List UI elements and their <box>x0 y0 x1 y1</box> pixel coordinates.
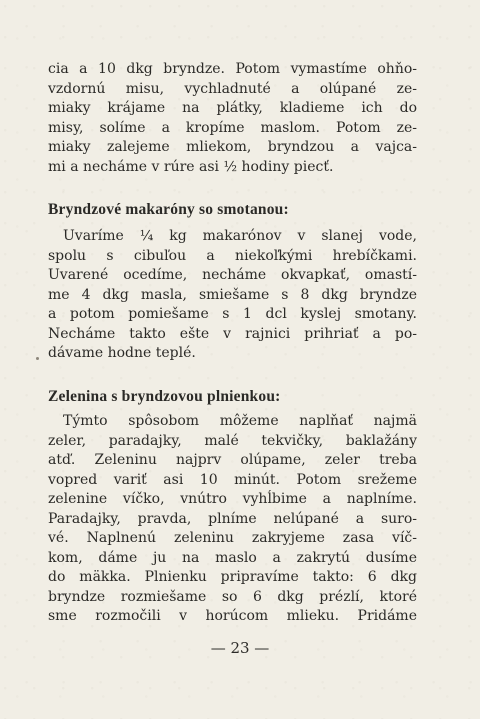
text-line: Necháme takto ešte v rajnici prihriať a po- <box>48 325 417 342</box>
recipe-heading-bryndza-macaroni: Bryndzové makaróny so smotanou: <box>48 201 289 218</box>
page-number: — 23 — <box>210 639 270 657</box>
paragraph-stuffed-vegetables <box>48 412 417 627</box>
text-line: a potom pomiešame s 1 dcl kyslej smotany. <box>48 306 417 322</box>
text-line: zelenine víčko, vnútro vyhĺbime a naplníme. <box>48 491 417 507</box>
text-line: misy, solíme a kropíme maslom. Potom ze- <box>48 119 417 136</box>
text-line: dávame hodne teplé. <box>48 345 196 361</box>
text-line: Uvaríme ¼ kg makarónov v slanej vode, <box>63 228 417 244</box>
paragraph-potato-casserole <box>48 60 417 177</box>
recipe-heading-stuffed-vegetables: Zelenina s bryndzovou plnienkou: <box>48 388 281 405</box>
text-line: mi a necháme v rúre asi ½ hodiny piecť. <box>48 158 334 175</box>
text-line: vopred variť asi 10 minút. Potom srežeme <box>48 471 417 488</box>
text-line: cia a 10 dkg bryndze. Potom vymastíme ohňo- <box>48 61 417 77</box>
text-line: zeler, paradajky, malé tekvičky, baklažány <box>48 432 417 449</box>
text-line: me 4 dkg masla, smiešame s 8 dkg bryndze <box>48 286 417 303</box>
text-line: atď. Zeleninu najprv olúpame, zeler treba <box>48 452 417 468</box>
text-line: vé. Naplnenú zeleninu zakryjeme zasa víč- <box>48 530 417 546</box>
text-line: miaky zalejeme mliekom, bryndzou a vajca- <box>48 139 417 155</box>
text-line: spolu s cibuľou a niekoľkými hrebíčkami. <box>48 247 417 264</box>
text-line: miaky krájame na plátky, kladieme ich do <box>48 100 417 116</box>
text-line: do mäkka. Plnienku pripravíme takto: 6 dkg <box>48 569 417 585</box>
paragraph-bryndza-macaroni <box>48 227 417 364</box>
text-line: Týmto spôsobom môžeme naplňať najmä <box>63 413 417 429</box>
margin-dot <box>36 357 39 360</box>
text-line: Uvarené ocedíme, necháme okvapkať, omastí- <box>48 267 417 283</box>
text-line: Paradajky, pravda, plníme nelúpané a suro- <box>48 510 417 527</box>
text-line: sme rozmočili v horúcom mlieku. Pridáme <box>48 608 417 624</box>
text-line: vzdornú misu, vychladnuté a olúpané ze- <box>48 80 417 97</box>
text-line: bryndze rozmiešame so 6 dkg prézlí, ktoré <box>48 588 417 605</box>
text-line: kom, dáme ju na maslo a zakrytú dusíme <box>48 549 417 566</box>
